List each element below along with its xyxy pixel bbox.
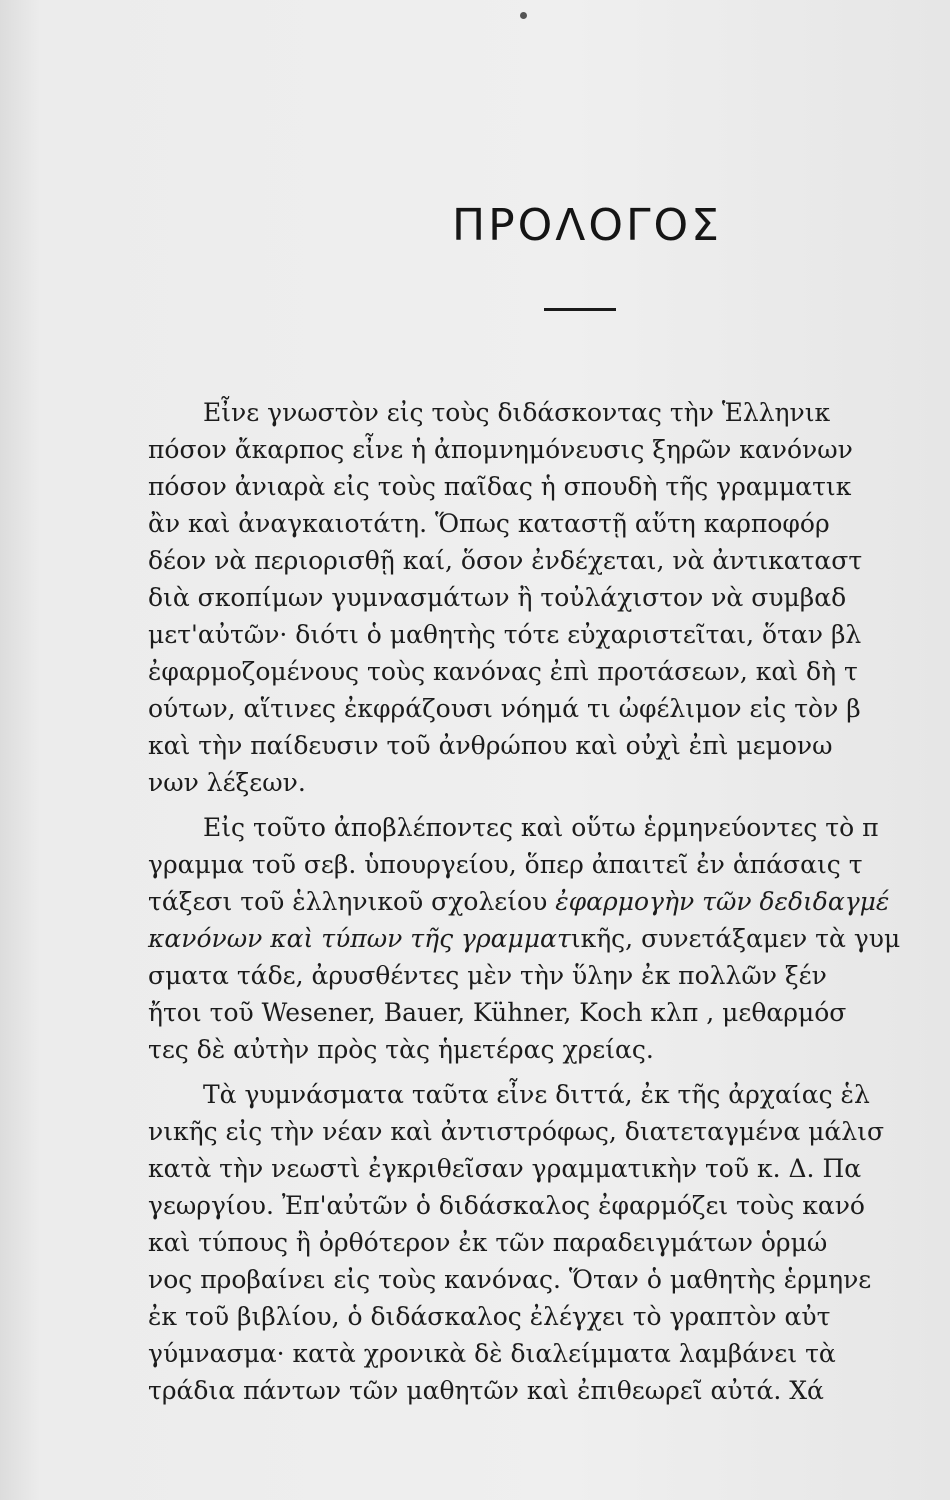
text-line: [0, 1032, 950, 1072]
text-line: [0, 432, 950, 472]
text-line-content: τράδια πάντων τῶν μαθητῶν καὶ ἐπιθεωρεῖ αὐτά. Χά: [148, 1376, 824, 1405]
text-line-content: διὰ σκοπίμων γυμνασμάτων ἢ τοὐλάχιστον νὰ συμβαδ: [148, 583, 847, 612]
text-line-content: ούτων, αἵτινες ἐκφράζουσι νόημά τι ὠφέλιμον εἰς τὸν β: [148, 694, 861, 723]
text-line-content: γεωργίου. Ἐπ'αὐτῶν ὁ διδάσκαλος ἐφαρμόζει τοὺς κανό: [148, 1191, 865, 1220]
text-line: [0, 1299, 950, 1339]
text-line-content: καὶ τύπους ἢ ὀρθότερον ἐκ τῶν παραδειγμάτων ὁρμώ: [148, 1228, 828, 1257]
text-line-content: ἂν καὶ ἀναγκαιοτάτη. Ὅπως καταστῇ αὕτη καρποφόρ: [148, 509, 830, 538]
text-line-content: τες δὲ αὐτὴν πρὸς τὰς ἡμετέρας χρείας.: [148, 1035, 654, 1064]
text-line: [0, 884, 950, 924]
text-line-content: καὶ τὴν παίδευσιν τοῦ ἀνθρώπου καὶ οὐχὶ ἐπὶ μεμονω: [148, 731, 833, 760]
text-line: [0, 1373, 950, 1413]
text-line-content: ἐφαρμοζομένους τοὺς κανόνας ἐπὶ προτάσεων, καὶ δὴ τ: [148, 657, 858, 686]
text-line-content: νων λέξεων.: [148, 768, 306, 797]
text-line: [0, 728, 950, 768]
text-line-content: ἐκ τοῦ βιβλίου, ὁ διδάσκαλος ἐλέγχει τὸ γραπτὸν αὐτ: [148, 1302, 831, 1331]
text-line-content: γύμνασμα· κατὰ χρονικὰ δὲ διαλείμματα λαμβάνει τὰ: [148, 1339, 836, 1368]
text-line-content: δέον νὰ περιορισθῇ καί, ὅσον ἐνδέχεται, νὰ ἀντικαταστ: [148, 546, 863, 575]
text-line: [0, 543, 950, 583]
title-divider: [544, 308, 616, 311]
text-line: [0, 847, 950, 887]
page-title: ΠΡΟΛΟΓΟΣ: [452, 200, 722, 251]
text-line: [0, 921, 950, 961]
text-line-content: κατὰ τὴν νεωστὶ ἐγκριθεῖσαν γραμματικὴν τοῦ κ. Δ. Πα: [148, 1154, 862, 1183]
text-line: [0, 469, 950, 509]
ink-speck: [520, 12, 527, 19]
text-line: [0, 654, 950, 694]
text-line-content: νος προβαίνει εἰς τοὺς κανόνας. Ὅταν ὁ μαθητὴς ἑρμηνε: [148, 1265, 872, 1294]
text-line: [0, 1336, 950, 1376]
text-line-content: γραμμα τοῦ σεβ. ὑπουργείου, ὅπερ ἀπαιτεῖ ἐν ἁπάσαις τ: [148, 850, 863, 879]
text-line-content: νικῆς εἰς τὴν νέαν καὶ ἀντιστρόφως, διατεταγμένα μάλισ: [148, 1117, 885, 1146]
text-line-content: Εἰς τοῦτο ἀποβλέποντες καὶ οὕτω ἑρμηνεύοντες τὸ π: [203, 813, 879, 842]
text-line-content: μετ'αὐτῶν· διότι ὁ μαθητὴς τότε εὐχαριστεῖται, ὅταν βλ: [148, 620, 862, 649]
text-line: [0, 765, 950, 805]
text-line: [0, 810, 950, 850]
text-line: [0, 1077, 950, 1117]
text-line: [0, 580, 950, 620]
text-line: [0, 958, 950, 998]
text-line: [0, 995, 950, 1035]
text-line-content: πόσον ἀνιαρὰ εἰς τοὺς παῖδας ἡ σπουδὴ τῆς γραμματικ: [148, 472, 852, 501]
text-line-content: Εἶνε γνωστὸν εἰς τοὺς διδάσκοντας τὴν Ἑλληνικ: [203, 398, 831, 427]
text-line: [0, 1114, 950, 1154]
text-line: [0, 691, 950, 731]
text-line: [0, 617, 950, 657]
text-line: [0, 395, 950, 435]
text-line: [0, 1262, 950, 1302]
text-line: [0, 506, 950, 546]
text-line-content: Τὰ γυμνάσματα ταῦτα εἶνε διττά, ἐκ τῆς ἀρχαίας ἑλ: [203, 1080, 870, 1109]
text-line-content: σματα τάδε, ἀρυσθέντες μὲν τὴν ὕλην ἐκ πολλῶν ξέν: [148, 961, 827, 990]
text-line: [0, 1188, 950, 1228]
text-line-content: κανόνων καὶ τύπων τῆς γραμματικῆς, συνετάξαμεν τὰ γυμ: [148, 924, 901, 953]
text-line: [0, 1225, 950, 1265]
text-line: [0, 1151, 950, 1191]
text-line-content: πόσον ἄκαρπος εἶνε ἡ ἀπομνημόνευσις ξηρῶν κανόνων: [148, 435, 853, 464]
text-line-content: ἤτοι τοῦ Wesener, Bauer, Kühner, Koch κλπ , μεθαρμόσ: [148, 998, 847, 1027]
text-line-content: τάξεσι τοῦ ἑλληνικοῦ σχολείου ἐφαρμογὴν τῶν δεδιδαγμέ: [148, 887, 890, 916]
